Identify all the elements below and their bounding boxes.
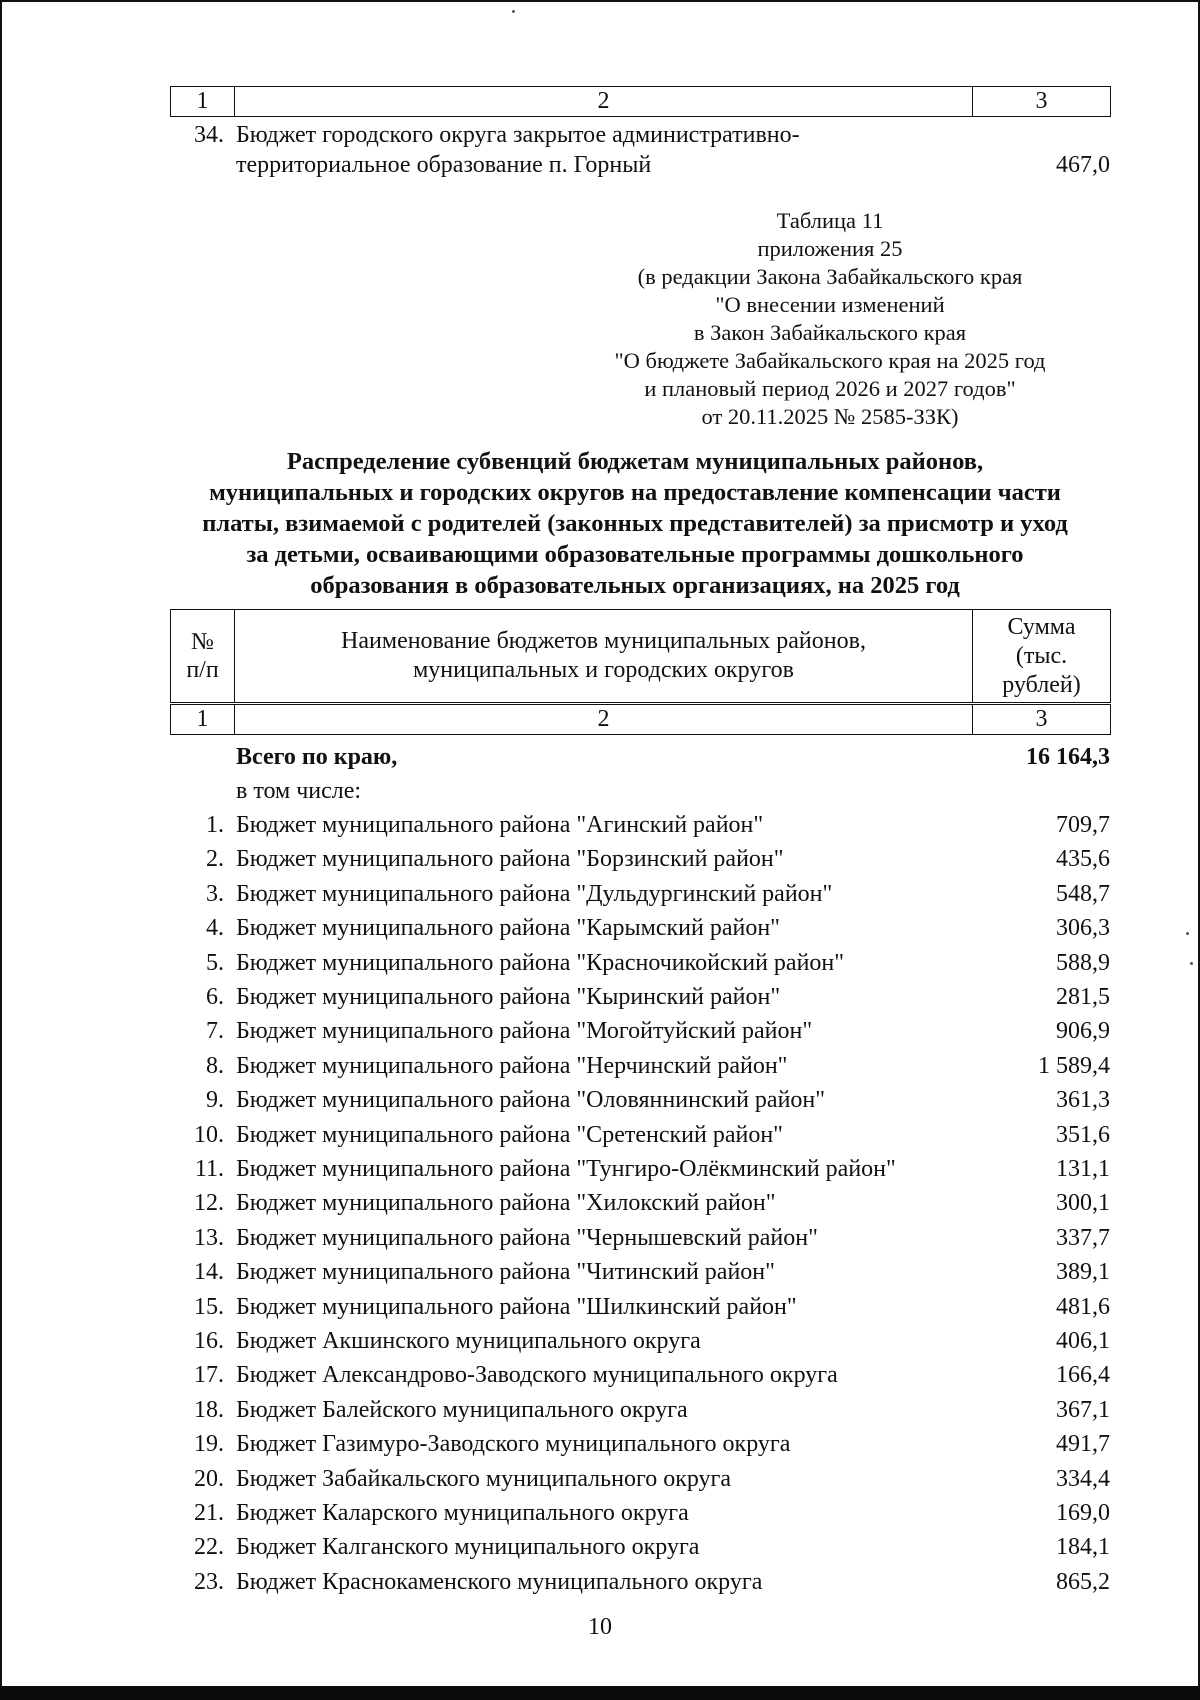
continued-table-row xyxy=(170,120,1110,184)
row-number: 21. xyxy=(194,1500,224,1526)
row-amount: 406,1 xyxy=(1056,1328,1110,1354)
row-amount: 169,0 xyxy=(1056,1500,1110,1526)
row-name: Бюджет муниципального района "Читинский район" xyxy=(236,1259,775,1286)
row-name: Бюджет Калганского муниципального округа xyxy=(236,1534,700,1561)
column-number-header xyxy=(170,704,1111,735)
table-row xyxy=(170,980,1110,1014)
row-number: 10. xyxy=(194,1121,224,1148)
row-number: 1. xyxy=(206,812,224,838)
including-label: в том числе: xyxy=(236,778,362,804)
row-number: 14. xyxy=(194,1259,224,1286)
row-number: 23. xyxy=(194,1568,224,1595)
row-name: Бюджет Газимуро-Заводского муниципального округа xyxy=(236,1431,791,1458)
row-amount: 300,1 xyxy=(1056,1190,1110,1217)
table-row xyxy=(170,1152,1110,1186)
table-row xyxy=(170,1324,1110,1358)
header-note-line: от 20.11.2025 № 2585-ЗЗК) xyxy=(701,404,959,429)
row-number: 20. xyxy=(194,1465,224,1492)
table-row xyxy=(170,1462,1110,1496)
title-line: за детьми, осваивающими образовательные программы дошкольного xyxy=(246,541,1024,568)
row-number: 7. xyxy=(206,1018,224,1045)
header-note-line: приложения 25 xyxy=(757,236,903,261)
document-title xyxy=(150,446,1120,601)
table-header xyxy=(170,609,1111,703)
header-amount-line: Сумма xyxy=(1007,613,1076,640)
row-amount: 367,1 xyxy=(1056,1396,1110,1423)
title-line: муниципальных и городских округов на предоставление компенсации части xyxy=(209,479,1061,506)
row-amount: 131,1 xyxy=(1056,1156,1110,1182)
row-name: Бюджет муниципального района "Чернышевский район" xyxy=(236,1224,818,1251)
title-line: образования в образовательных организациях, на 2025 год xyxy=(310,572,960,599)
header-note-line: и плановый период 2026 и 2027 годов" xyxy=(644,376,1016,401)
row-name: Бюджет Александрово-Заводского муниципального округа xyxy=(236,1362,838,1389)
row-amount: 865,2 xyxy=(1056,1568,1110,1595)
row-number: 5. xyxy=(206,949,224,976)
table-row xyxy=(170,842,1110,876)
row-name: Бюджет муниципального района "Сретенский район" xyxy=(236,1121,783,1148)
table-row xyxy=(170,808,1110,842)
total-label: Всего по краю, xyxy=(236,744,398,770)
row-amount: 906,9 xyxy=(1056,1018,1110,1045)
row-number: 3. xyxy=(206,880,224,907)
table-row xyxy=(170,877,1110,911)
row-name: Бюджет муниципального района "Борзинский район" xyxy=(236,846,784,873)
table-row xyxy=(170,1393,1110,1427)
row-amount: 337,7 xyxy=(1056,1224,1110,1251)
table-row xyxy=(170,1083,1110,1117)
row-name: Бюджет муниципального района "Могойтуйский район" xyxy=(236,1018,813,1045)
header-note-line: "О бюджете Забайкальского края на 2025 год xyxy=(614,348,1046,373)
row-name: Бюджет муниципального района "Красночикойский район" xyxy=(236,949,845,976)
row-number: 16. xyxy=(194,1328,224,1354)
row-number: 13. xyxy=(194,1224,224,1251)
row-number: 2. xyxy=(206,846,224,873)
table-row xyxy=(170,1427,1110,1461)
page-number: 10 xyxy=(588,1614,612,1640)
including-row xyxy=(170,774,1110,808)
row-amount: 588,9 xyxy=(1056,949,1110,976)
row-number: 17. xyxy=(194,1362,224,1389)
row-number: 11. xyxy=(194,1156,224,1182)
column-number-1: 1 xyxy=(171,705,235,735)
row-amount: 281,5 xyxy=(1056,984,1110,1010)
column-number-header-top xyxy=(170,86,1111,117)
row-number: 18. xyxy=(194,1396,224,1423)
table-row xyxy=(170,1530,1110,1564)
row-amount: 334,4 xyxy=(1056,1465,1110,1492)
row-amount: 389,1 xyxy=(1056,1259,1110,1286)
row-name: Бюджет Акшинского муниципального округа xyxy=(236,1328,701,1354)
row-number: 22. xyxy=(194,1534,224,1561)
row-name: Бюджет муниципального района "Дульдургинский район" xyxy=(236,880,833,907)
table-row xyxy=(170,1049,1110,1083)
table-row xyxy=(170,1255,1110,1289)
row-number: 34. xyxy=(194,122,224,148)
row-amount: 361,3 xyxy=(1056,1087,1110,1114)
scan-speck xyxy=(1190,962,1193,965)
row-amount: 548,7 xyxy=(1056,880,1110,907)
appendix-header-note xyxy=(560,207,1100,431)
table-row xyxy=(170,911,1110,945)
row-name: Бюджет муниципального района "Тунгиро-Олёкминский район" xyxy=(236,1156,896,1182)
header-number-line: п/п xyxy=(186,657,219,683)
header-amount-line: рублей) xyxy=(1002,671,1081,698)
row-name: Бюджет муниципального района "Кыринский район" xyxy=(236,984,781,1010)
scan-speck xyxy=(512,10,515,13)
table-row xyxy=(170,1496,1110,1530)
row-amount: 467,0 xyxy=(1056,152,1110,178)
row-number: 4. xyxy=(206,915,224,942)
scan-speck xyxy=(1186,932,1189,935)
header-name-cell xyxy=(235,610,973,703)
table-row xyxy=(170,946,1110,980)
header-number-line: № xyxy=(191,629,214,655)
header-note-line: в Закон Забайкальского края xyxy=(693,320,967,345)
table-row xyxy=(170,1221,1110,1255)
row-number: 15. xyxy=(194,1293,224,1320)
table-row xyxy=(170,1358,1110,1392)
column-number-2: 2 xyxy=(235,87,973,117)
row-name: Бюджет муниципального района "Карымский район" xyxy=(236,915,780,942)
column-number-3: 3 xyxy=(973,87,1111,117)
total-row xyxy=(170,740,1110,774)
header-note-line: "О внесении изменений xyxy=(715,292,945,317)
row-number: 12. xyxy=(194,1190,224,1217)
row-amount: 709,7 xyxy=(1056,812,1110,838)
title-line: платы, взимаемой с родителей (законных представителей) за присмотр и уход xyxy=(202,510,1068,537)
row-amount: 351,6 xyxy=(1056,1121,1110,1148)
row-name: Бюджет муниципального района "Нерчинский район" xyxy=(236,1052,788,1079)
row-name: Бюджет муниципального района "Хилокский район" xyxy=(236,1190,776,1217)
row-name: Бюджет Краснокаменского муниципального округа xyxy=(236,1568,763,1595)
title-line: Распределение субвенций бюджетам муниципальных районов, xyxy=(286,448,984,475)
row-name: Бюджет муниципального района "Агинский район" xyxy=(236,812,764,838)
row-amount: 435,6 xyxy=(1056,846,1110,873)
row-amount: 1 589,4 xyxy=(1038,1052,1110,1079)
row-amount: 481,6 xyxy=(1056,1293,1110,1320)
scan-bottom-edge xyxy=(0,1686,1200,1700)
column-number-1: 1 xyxy=(171,87,235,117)
row-name: Бюджет городского округа закрытое административно-территориальное образование п. Горный xyxy=(236,122,800,178)
table-row xyxy=(170,1186,1110,1220)
header-note-line: Таблица 11 xyxy=(776,208,884,233)
header-amount-cell xyxy=(973,610,1111,703)
row-number: 9. xyxy=(206,1087,224,1114)
header-amount-line: (тыс. xyxy=(1015,642,1068,669)
table-row xyxy=(170,1014,1110,1048)
row-amount: 306,3 xyxy=(1056,915,1110,942)
row-amount: 491,7 xyxy=(1056,1431,1110,1458)
header-number-cell xyxy=(171,610,235,703)
row-amount: 166,4 xyxy=(1056,1362,1110,1389)
row-number: 6. xyxy=(206,984,224,1010)
row-name: Бюджет Балейского муниципального округа xyxy=(236,1396,688,1423)
header-name-line: Наименование бюджетов муниципальных районов, xyxy=(341,628,866,654)
column-number-3: 3 xyxy=(973,705,1111,735)
header-note-line: (в редакции Закона Забайкальского края xyxy=(637,264,1023,289)
table-row xyxy=(170,1290,1110,1324)
row-number: 19. xyxy=(194,1431,224,1458)
row-name: Бюджет Каларского муниципального округа xyxy=(236,1500,689,1526)
table-row xyxy=(170,1565,1110,1599)
column-number-2: 2 xyxy=(235,705,973,735)
table-row xyxy=(170,1118,1110,1152)
total-amount: 16 164,3 xyxy=(1026,744,1110,770)
row-name: Бюджет Забайкальского муниципального округа xyxy=(236,1465,732,1492)
header-name-line: муниципальных и городских округов xyxy=(413,657,794,683)
row-number: 8. xyxy=(206,1052,224,1079)
row-name: Бюджет муниципального района "Шилкинский район" xyxy=(236,1293,797,1320)
row-name: Бюджет муниципального района "Оловяннинский район" xyxy=(236,1087,826,1114)
row-amount: 184,1 xyxy=(1056,1534,1110,1561)
